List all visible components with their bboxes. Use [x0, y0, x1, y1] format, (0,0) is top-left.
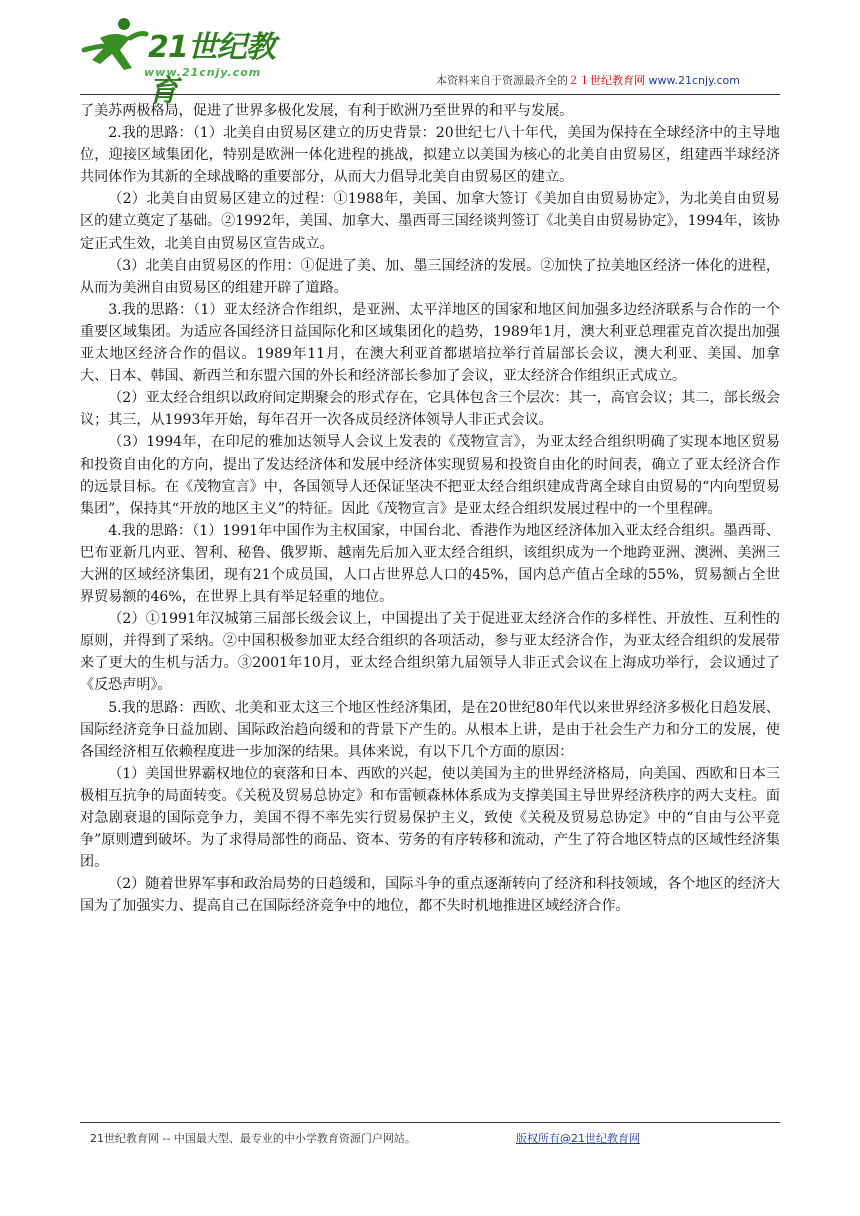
paragraph: 5.我的思路：西欧、北美和亚太这三个地区性经济集团，是在20世纪80年代以来世界经济多极化日趋发展、国际经济竞争日益加剧、国际政治趋向缓和的背景下产生的。从根本上讲，是由于社会生产力和分工的发展，使各国经济相互依赖程度进一步加深的结果。具体来说，有以下几个方面的原因：	[80, 699, 780, 760]
runner-logo-icon	[80, 16, 150, 76]
paragraph: 3.我的思路：（1）亚太经济合作组织，是亚洲、太平洋地区的国家和地区间加强多边经济联系与合作的一个重要区域集团。为适应各国经济日益国际化和区域集团化的趋势，1989年1月，澳大利亚总理霍克首次提出加强亚太地区经济合作的倡议。1989年11月，在澳大利亚首都堪培拉举行首届部长会议，澳大利亚、美国、加拿大、日本、韩国、新西兰和东盟六国的外长和经济部长参加了会议，亚太经济合作组织正式成立。	[80, 301, 780, 385]
paragraph: （2）亚太经合组织以政府间定期聚会的形式存在，它具体包含三个层次：其一，高官会议；其二，部长级会议；其三，从1993年开始，每年召开一次各成员经济体领导人非正式会议。	[80, 390, 780, 429]
source-notice	[436, 72, 740, 88]
paragraph: 4.我的思路：（1）1991年中国作为主权国家，中国台北、香港作为地区经济体加入亚太经合组织。墨西哥、巴布亚新几内亚、智利、秘鲁、俄罗斯、越南先后加入亚太经合组织，该组织成为一个地跨亚洲、澳洲、美洲三大洲的区域经济集团，现有21个成员国，人口占世界总人口的45%，国内总产值占全球的55%，贸易额占全世界贸易额的46%，在世界上具有举足轻重的地位。	[80, 522, 780, 606]
paragraph: （3）1994年，在印尼的雅加达领导人会议上发表的《茂物宣言》，为亚太经合组织明确了实现本地区贸易和投资自由化的方向，提出了发达经济体和发展中经济体实现贸易和投资自由化的时间表，确立了亚太经济合作的远景目标。在《茂物宣言》中，各国领导人还保证坚决不把亚太经合组织建成背离全球自由贸易的“内向型贸易集团”，保持其“开放的地区主义”的特征。因此《茂物宣言》是亚太经合组织发展过程中的一个里程碑。	[80, 434, 780, 517]
paragraph: （2）北美自由贸易区建立的过程：①1988年，美国、加拿大签订《美加自由贸易协定》，为北美自由贸易区的建立奠定了基础。②1992年，美国、加拿大、墨西哥三国经谈判签订《北美自由贸易协定》，1994年，该协定正式生效，北美自由贸易区宣告成立。	[80, 191, 780, 252]
footer-divider	[80, 1122, 780, 1123]
logo-text: 21世纪教育	[148, 30, 275, 109]
header-divider	[80, 94, 780, 95]
copyright-link[interactable]: 版权所有@21世纪教育网	[516, 1132, 640, 1145]
footer-text: 21世纪教育网 -- 中国最大型、最专业的中小学教育资源门户网站。	[90, 1132, 416, 1145]
paragraph: （2）①1991年汉城第三届部长级会议上，中国提出了关于促进亚太经济合作的多样性、开放性、互利性的原则，并得到了采纳。②中国积极参加亚太经合组织的各项活动，参与亚太经济合作，为亚太经合组织的发展带来了更大的生机与活力。③2001年10月，亚太经合组织第九届领导人非正式会议在上海成功举行，会议通过了《反恐声明》。	[80, 611, 780, 694]
document-body	[80, 100, 780, 917]
paragraph: （2）随着世界军事和政治局势的日趋缓和，国际斗争的重点逐渐转向了经济和科技领域，各个地区的经济大国为了加强实力、提高自己在国际经济竞争中的地位，都不失时机地推进区域经济合作。	[80, 876, 780, 915]
page-header	[80, 14, 780, 109]
source-prefix: 本资料来自于资源最齐全的	[436, 74, 569, 87]
paragraph: （1）美国世界霸权地位的衰落和日本、西欧的兴起，使以美国为主的世界经济格局，向美国、西欧和日本三极相互抗争的局面转变。《关税及贸易总协定》和布雷顿森林体系成为支撑美国主导世界经济秩序的两大支柱。面对急剧衰退的国际竞争力，美国不得不率先实行贸易保护主义，致使《关税及贸易总协定》中的“自由与公平竞争”原则遭到破坏。为了求得局部性的商品、资本、劳务的有序转移和流动，产生了符合地区特点的区域性经济集团。	[80, 765, 780, 871]
source-url-link[interactable]: www.21cnjy.com	[648, 74, 740, 87]
logo-url: www.21cnjy.com	[144, 66, 262, 79]
paragraph: 2.我的思路：（1）北美自由贸易区建立的历史背景：20世纪七八十年代，美国为保持在全球经济中的主导地位，迎接区域集团化，特别是欧洲一体化进程的挑战，拟建立以美国为核心的北美自由贸易区，组建西半球经济共同体作为其新的全球战略的重要部分，从而大力倡导北美自由贸易区的建立。	[80, 125, 780, 186]
source-site: ２１世纪教育网	[568, 74, 646, 87]
paragraph: 了美苏两极格局，促进了世界多极化发展，有利于欧洲乃至世界的和平与发展。	[80, 103, 574, 119]
paragraph: （3）北美自由贸易区的作用：①促进了美、加、墨三国经济的发展。②加快了拉美地区经济一体化的进程，从而为美洲自由贸易区的组建开辟了道路。	[80, 257, 780, 296]
site-logo	[80, 14, 290, 109]
